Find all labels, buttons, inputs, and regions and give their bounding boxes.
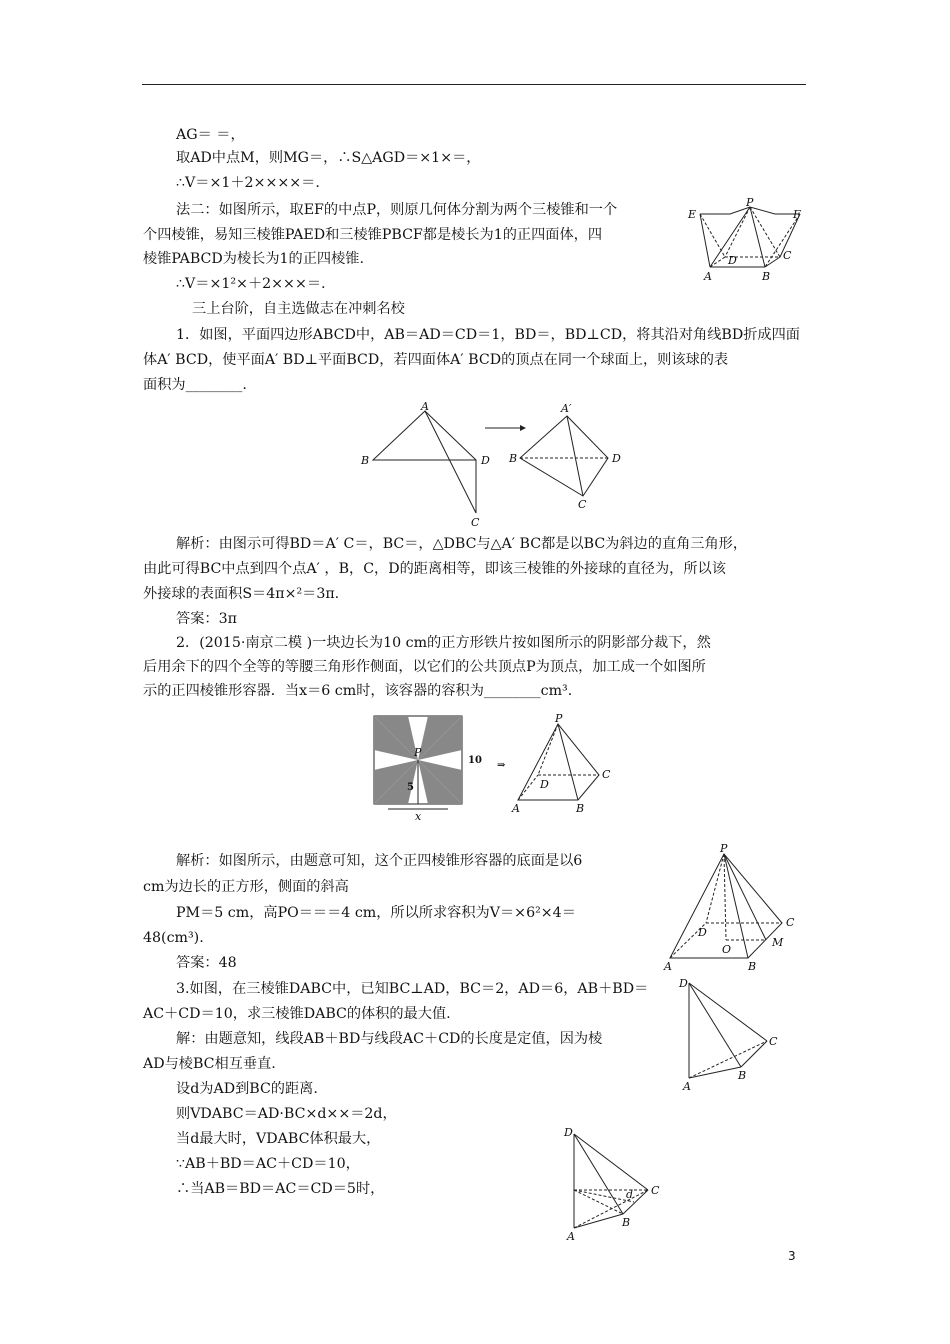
text-line: 取AD中点M，则MG＝，∴S△AGD＝×1×＝， — [176, 150, 481, 166]
figure-pyramid-pm-po — [662, 840, 802, 975]
text-line: AC＋CD＝10，求三棱锥DABC的体积的最大值. — [143, 1006, 451, 1022]
label-d: D — [540, 778, 549, 791]
label-c: C — [602, 768, 611, 781]
figure-tetrahedron-dabc — [672, 975, 787, 1093]
text-line: 当d最大时，VDABC体积最大， — [176, 1131, 381, 1147]
label-distance-d: d — [626, 1188, 634, 1201]
text-line: PM＝5 cm，高PO＝＝＝4 cm，所以所求容积为V＝×6²×4＝ — [176, 905, 576, 921]
text-line: 设d为AD到BC的距离. — [176, 1081, 318, 1097]
label-10: 10 — [468, 755, 482, 766]
label-e: E — [688, 208, 697, 221]
label-p: P — [414, 746, 422, 759]
page-number: 3 — [788, 1249, 796, 1263]
label-c: C — [651, 1184, 660, 1197]
solution-2: 解析：如图所示，由题意可知，这个正四棱锥形容器的底面是以6 — [176, 853, 583, 869]
label-b: B — [738, 1069, 747, 1082]
label-b: B — [622, 1216, 631, 1229]
label-a: A — [704, 270, 712, 283]
label-b: B — [576, 802, 585, 815]
section-heading: 三上台阶，自主选做志在冲刺名校 — [192, 301, 405, 317]
label-d: D — [698, 926, 707, 939]
text-line: 示的正四棱锥形容器．当x＝6 cm时，该容器的容积为________cm³. — [143, 683, 573, 699]
text-line: 后用余下的四个全等的等腰三角形作侧面，以它们的公共顶点P为顶点，加工成一个如图所 — [143, 659, 706, 675]
label-m: M — [772, 936, 784, 949]
label-c: C — [578, 498, 587, 511]
label-b: B — [361, 454, 370, 467]
problem-1: 1．如图，平面四边形ABCD中，AB＝AD＝CD＝1，BD＝，BD⊥CD，将其沿对角线BD折成四面 — [176, 327, 800, 343]
text-line: 体A′ BCD，使平面A′ BD⊥平面BCD，若四面体A′ BCD的顶点在同一个球面上，则该球的表 — [143, 352, 729, 368]
label-5: 5 — [407, 782, 414, 793]
text-line: 48(cm³). — [143, 930, 204, 946]
label-d: D — [564, 1126, 573, 1139]
label-a: A — [512, 802, 520, 815]
label-f: F — [793, 208, 801, 221]
label-d: D — [481, 454, 490, 467]
text-line: AG＝ ＝， — [176, 127, 245, 143]
label-p: P — [555, 712, 563, 725]
label-b: B — [509, 452, 518, 465]
problem-3: 3.如图，在三棱锥DABC中，已知BC⊥AD，BC＝2，AD＝6，AB＋BD＝ — [176, 981, 649, 997]
text-line: ∴V＝×1＋2××××＝. — [176, 175, 320, 191]
label-p: P — [720, 842, 728, 855]
solution-1: 解析：由图示可得BD＝A′ C＝，BC＝，△DBC与△A′ BC都是以BC为斜边的直角三角形， — [176, 536, 748, 552]
label-c: C — [769, 1035, 778, 1048]
text-line: 面积为________. — [143, 377, 247, 393]
label-x: x — [415, 810, 422, 823]
label-a: A — [421, 400, 429, 413]
header-rule — [142, 84, 806, 85]
label-d: D — [612, 452, 621, 465]
figure-tetrahedron-distance-d — [560, 1122, 670, 1242]
figure-fold-tetrahedron — [355, 398, 635, 533]
figure-polyhedron-efp — [680, 196, 810, 290]
label-c: C — [786, 916, 795, 929]
figure-square-sheet-pyramid — [370, 712, 620, 824]
label-p: P — [746, 196, 754, 209]
label-c: C — [783, 249, 792, 262]
label-b: B — [762, 270, 771, 283]
text-line: 由此可得BC中点到四个点A′ ，B，C，D的距离相等，即该三棱锥的外接球的直径为，所以该 — [143, 561, 726, 577]
text-line: 棱锥PABCD为棱长为1的正四棱锥. — [143, 251, 365, 267]
label-c: C — [471, 516, 480, 529]
answer-2: 答案：48 — [176, 955, 237, 971]
label-a: A — [683, 1080, 691, 1093]
text-line: ∴V＝×1²×＋2×××＝. — [176, 276, 326, 292]
label-o: O — [722, 943, 732, 956]
text-line: AD与棱BC相互垂直. — [143, 1056, 276, 1072]
label-a-prime: A′ — [561, 402, 572, 415]
solution-3: 解：由题意知，线段AB＋BD与线段AC＋CD的长度是定值，因为棱 — [176, 1031, 603, 1047]
label-d: D — [679, 977, 688, 990]
label-d: D — [728, 254, 737, 267]
arrow-implies: ⇒ — [497, 760, 506, 771]
text-line: 外接球的表面积S＝4π×²＝3π. — [143, 586, 340, 602]
text-line: cm为边长的正方形，侧面的斜高 — [143, 879, 349, 895]
text-line: 法二：如图所示，取EF的中点P，则原几何体分割为两个三棱锥和一个 — [176, 202, 618, 218]
text-line: 则VDABC＝AD·BC×d××＝2d， — [176, 1106, 397, 1122]
label-a: A — [664, 960, 672, 973]
text-line: ∴当AB＝BD＝AC＝CD＝5时， — [176, 1181, 385, 1197]
problem-2: 2．(2015·南京二模 )一块边长为10 cm的正方形铁片按如图所示的阴影部分裁下，然 — [176, 635, 711, 651]
label-a: A — [567, 1230, 575, 1243]
text-line: 个四棱锥，易知三棱锥PAED和三棱锥PBCF都是棱长为1的正四面体，四 — [143, 227, 603, 243]
text-line: ∵AB＋BD＝AC＋CD＝10， — [176, 1156, 360, 1172]
answer-1: 答案：3π — [176, 611, 237, 627]
label-b: B — [748, 960, 757, 973]
